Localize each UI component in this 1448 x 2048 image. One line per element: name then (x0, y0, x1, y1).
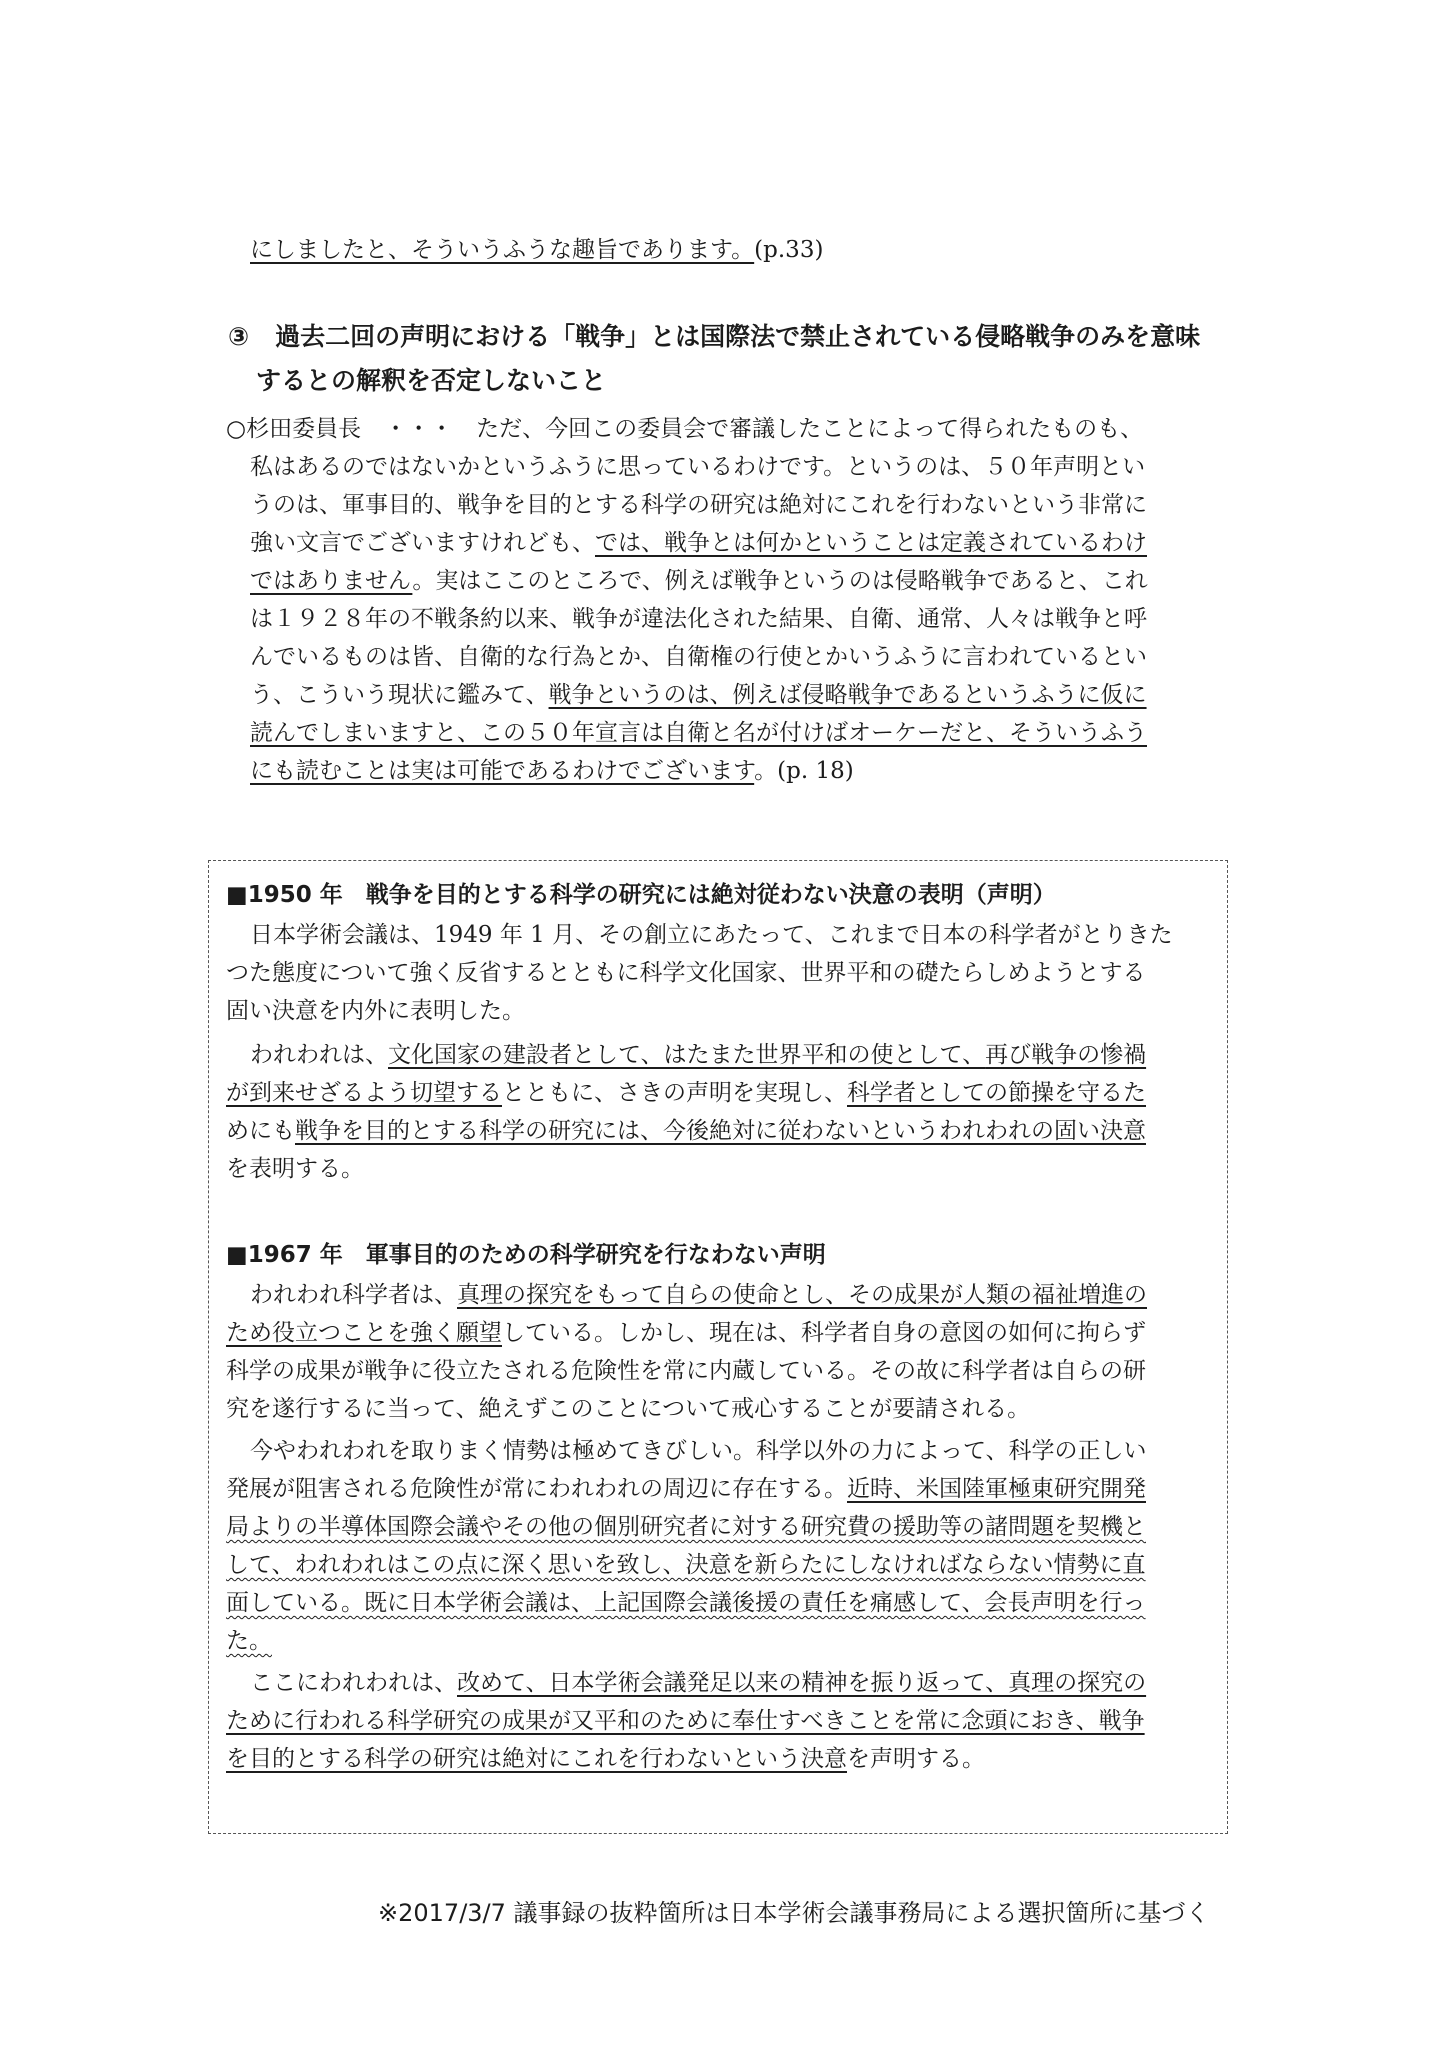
section3-heading-line2 (256, 366, 606, 396)
body-text: ここにわれわれは、 (250, 1670, 457, 1696)
body-line (226, 1318, 1146, 1348)
body-text: 。 (754, 758, 778, 784)
underlined-text: 科学者としての節操を守るた (847, 1080, 1146, 1106)
body-line (226, 1116, 1146, 1146)
body-line (226, 1626, 272, 1656)
section3-number: ③ (228, 322, 250, 351)
body-line (226, 996, 525, 1026)
body-line (226, 958, 1146, 988)
body-line (250, 604, 1147, 634)
body-line (226, 1356, 1146, 1386)
body-text: 科学の成果が戦争に役立たされる危険性を常に内蔵している。その故に科学者は自らの研 (226, 1358, 1146, 1384)
body-text: 私はあるのではないかというふうに思っているわけです。というのは、５０年声明とい (250, 454, 1146, 480)
wavy-underlined-text: 面している。既に日本学術会議は、上記国際会議後援の責任を痛感して、会長声明を行っ (226, 1590, 1146, 1616)
body-text: を表明する。 (226, 1156, 364, 1182)
body-line (250, 1436, 1147, 1466)
body-text: を声明する。 (847, 1746, 985, 1772)
underlined-text: ため役立つことを強く願望 (226, 1320, 502, 1346)
body-line (250, 920, 1173, 950)
footer-text: ※2017/3/7 議事録の抜粋箇所は日本学術会議事務局による選択箇所に基づく (378, 1899, 1210, 1927)
body-text: している。しかし、現在は、科学者自身の意図の如何に拘らず (502, 1320, 1146, 1346)
body-line (226, 1744, 985, 1774)
body-text: 。実はここのところで、例えば戦争というのは侵略戦争であると、これ (412, 568, 1148, 594)
body-line (250, 642, 1147, 672)
body-line (226, 1078, 1146, 1108)
body-text: めにも (226, 1118, 295, 1144)
underlined-text: 読んでしまいますと、この５０年宣言は自衛と名が付けばオーケーだと、そういうふう (250, 720, 1147, 746)
underlined-text: 再び戦争の惨禍 (985, 1042, 1147, 1068)
body-line (226, 1550, 1146, 1580)
body-line (250, 528, 1147, 558)
underlined-text: が到来せざるよう切望する (226, 1080, 502, 1106)
section3-heading-text2: するとの解釈を否定しないこと (256, 366, 607, 395)
body-line (226, 1474, 1146, 1504)
body-line (250, 1040, 1146, 1070)
wavy-underlined-text: 局よりの半導体国際会議やその他の個別研究者に対する研究費の援助等の諸問題を契機と (226, 1514, 1146, 1540)
underlined-text: 戦争というのは、例えば侵略戦争であるというふうに仮に (548, 682, 1147, 708)
underlined-text: 改めて、日本学術会議発足以来の精神を振り返って、真理の探究の (457, 1670, 1147, 1696)
body-line (250, 1280, 1147, 1310)
body-line (250, 566, 1148, 596)
body-text: 究を遂行するに当って、絶えずこのことについて戒心することが要請される。 (226, 1396, 1031, 1422)
body-line (250, 1668, 1146, 1698)
wavy-underlined-text: して、われわれはこの点に深く思いを致し、決意を新らたにしなければならない情勢に直 (226, 1552, 1146, 1578)
intro-text: にしましたと、そういうふうな趣旨であります。 (250, 237, 755, 263)
body-text: 日本学術会議は、1949 年 1 月、その創立にあたって、これまで日本の科学者がとりきた (250, 922, 1173, 948)
section3-heading-line1 (228, 322, 1200, 352)
underlined-text: ために行われる科学研究の成果が又平和のために奉仕すべきことを常に念頭におき、戦争 (226, 1708, 1145, 1734)
body-line (250, 718, 1147, 748)
body-line (226, 1512, 1146, 1542)
body-text: 発展が阻害される危険性が常にわれわれの周辺に存在する。 (226, 1476, 847, 1502)
statement-1950-title (226, 880, 1056, 910)
underlined-text: を目的とする科学の研究は絶対にこれを行わないという決意 (226, 1746, 847, 1772)
body-line (226, 1394, 1030, 1424)
underlined-text: ではありません (250, 568, 413, 594)
body-text: う、こういう現状に鑑みて、 (250, 682, 549, 708)
body-text: んでいるものは皆、自衛的な行為とか、自衛権の行使とかいうふうに言われているとい (250, 644, 1147, 670)
statement-1967-title (226, 1240, 826, 1270)
body-text: とともに、さきの声明を実現し、 (502, 1080, 847, 1106)
body-line (250, 490, 1147, 520)
underlined-text: にも読むことは実は可能であるわけでございます (250, 758, 755, 784)
statement-title-text: ■1967 年 軍事目的のための科学研究を行なわない声明 (226, 1242, 826, 1268)
body-text: 強い文言でございますけれども、 (250, 530, 595, 556)
intro-page-ref: (p.33) (754, 237, 824, 263)
body-text: うのは、軍事目的、戦争を目的とする科学の研究は絶対にこれを行わないという非常に (250, 492, 1147, 518)
intro-line (250, 235, 823, 265)
body-text: つた態度について強く反省するとともに科学文化国家、世界平和の礎たらしめようとする (226, 960, 1146, 986)
underlined-text: 戦争を目的とする科学の研究には、今後絶対に従わないというわれわれの固い決意 (295, 1118, 1146, 1144)
underlined-text: では、戦争とは何かということは定義されているわけ (595, 530, 1147, 556)
speaker-line (226, 414, 1143, 444)
body-line (226, 1154, 364, 1184)
wavy-underlined-text: た。 (226, 1628, 272, 1654)
footer-note (378, 1898, 1210, 1928)
body-text: 今やわれわれを取りまく情勢は極めてきびしい。科学以外の力によって、科学の正しい (250, 1438, 1147, 1464)
body-line (226, 1588, 1146, 1618)
underlined-text: 文化国家の建設者として、はたまた世界平和の使として、 (388, 1042, 986, 1068)
page-ref: (p. 18) (777, 758, 854, 784)
statement-title-text: ■1950 年 戦争を目的とする科学の研究には絶対従わない決意の表明（声明） (226, 882, 1056, 908)
body-text: われわれ科学者は、 (250, 1282, 457, 1308)
speaker-text: ○杉田委員長 ・・・ ただ、今回この委員会で審議したことによって得られたものも、 (226, 416, 1144, 442)
body-text: は１９２８年の不戦条約以来、戦争が違法化された結果、自衛、通常、人々は戦争と呼 (250, 606, 1147, 632)
body-text: われわれは、 (250, 1042, 388, 1068)
body-line (250, 680, 1147, 710)
body-line (250, 756, 854, 786)
body-text: 固い決意を内外に表明した。 (226, 998, 525, 1024)
section3-heading-text1: 過去二回の声明における「戦争」とは国際法で禁止されている侵略戦争のみを意味 (275, 322, 1201, 351)
underlined-text: 近時、米国陸軍極東研究開発 (847, 1476, 1146, 1502)
underlined-text: 真理の探究をもって自らの使命とし、その成果が人類の福祉増進の (457, 1282, 1147, 1308)
body-line (250, 452, 1145, 482)
body-line (226, 1706, 1145, 1736)
